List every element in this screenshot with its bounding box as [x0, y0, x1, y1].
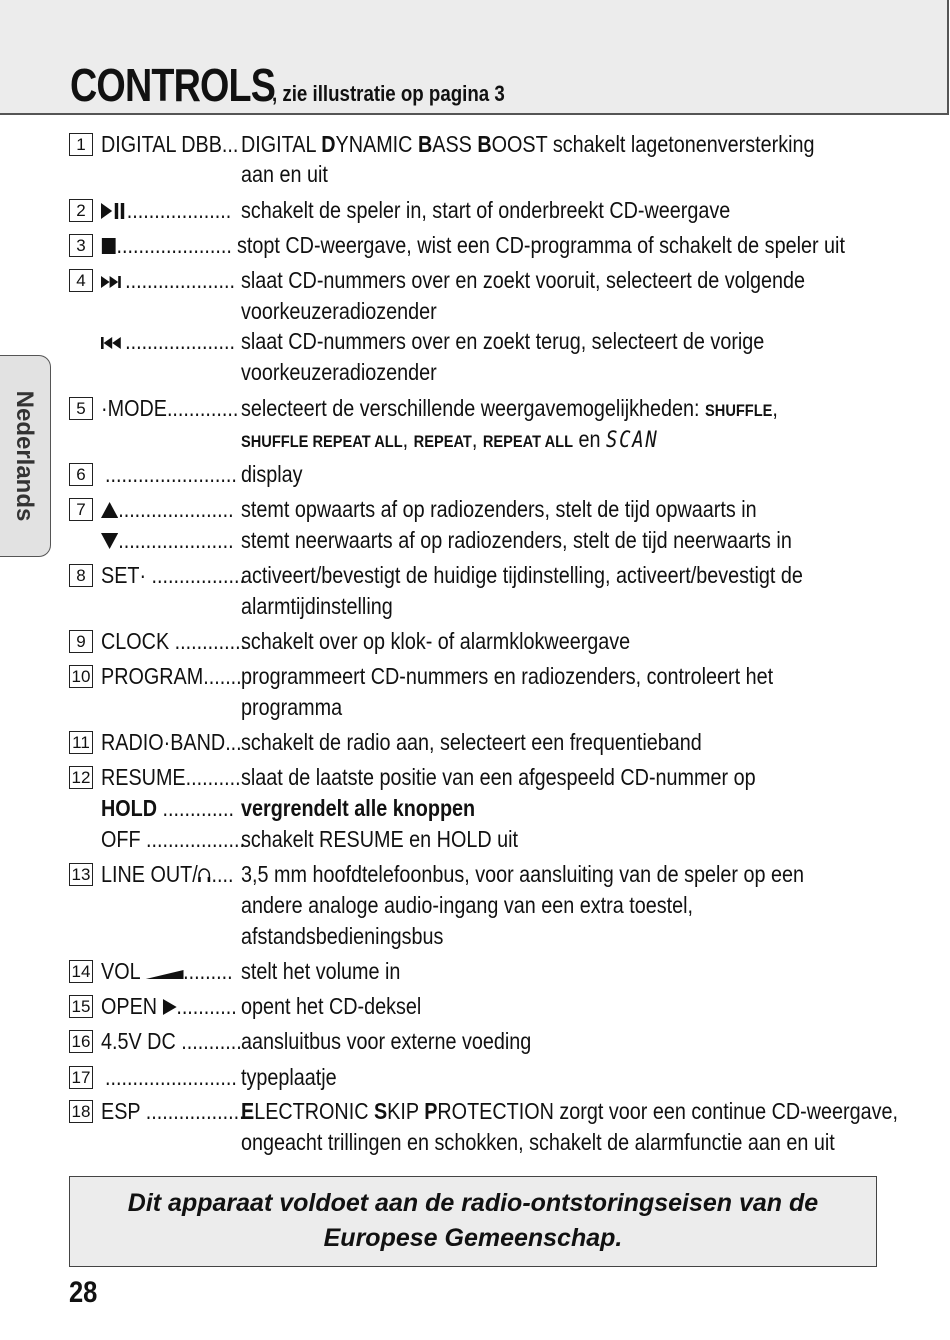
- volume-ramp-icon: [145, 968, 183, 980]
- previous-skip-icon: [101, 336, 125, 350]
- language-tab: [0, 355, 51, 557]
- item-description: DIGITAL DYNAMIC BASS BOOST schakelt lagetonenversterking: [241, 131, 815, 157]
- item-label: DIGITAL DBB: [101, 131, 222, 157]
- page-header: [0, 0, 949, 115]
- open-arrow-icon: [163, 998, 177, 1016]
- next-skip-icon: [101, 275, 125, 289]
- page-number: 28: [69, 1276, 98, 1309]
- down-arrow-icon: [101, 533, 118, 549]
- up-arrow-icon: [101, 502, 118, 518]
- language-tab-label: Nederlands: [11, 390, 38, 522]
- scan-lcd-text: SCAN: [606, 428, 659, 453]
- subtitle-text: , zie illustratie op pagina 3: [272, 81, 505, 106]
- title-text: CONTROLS: [70, 59, 276, 111]
- headphones-icon: [198, 867, 212, 883]
- item-number: 1: [69, 133, 93, 156]
- page-title: [70, 58, 546, 112]
- notice-line-2: Europese Gemeenschap.: [323, 1224, 623, 1252]
- eu-compliance-notice: [69, 1176, 877, 1267]
- notice-line-1: Dit apparaat voldoet aan de radio-ontstoringseisen van de: [127, 1189, 819, 1217]
- play-pause-icon: [101, 202, 127, 220]
- stop-icon: [101, 237, 116, 255]
